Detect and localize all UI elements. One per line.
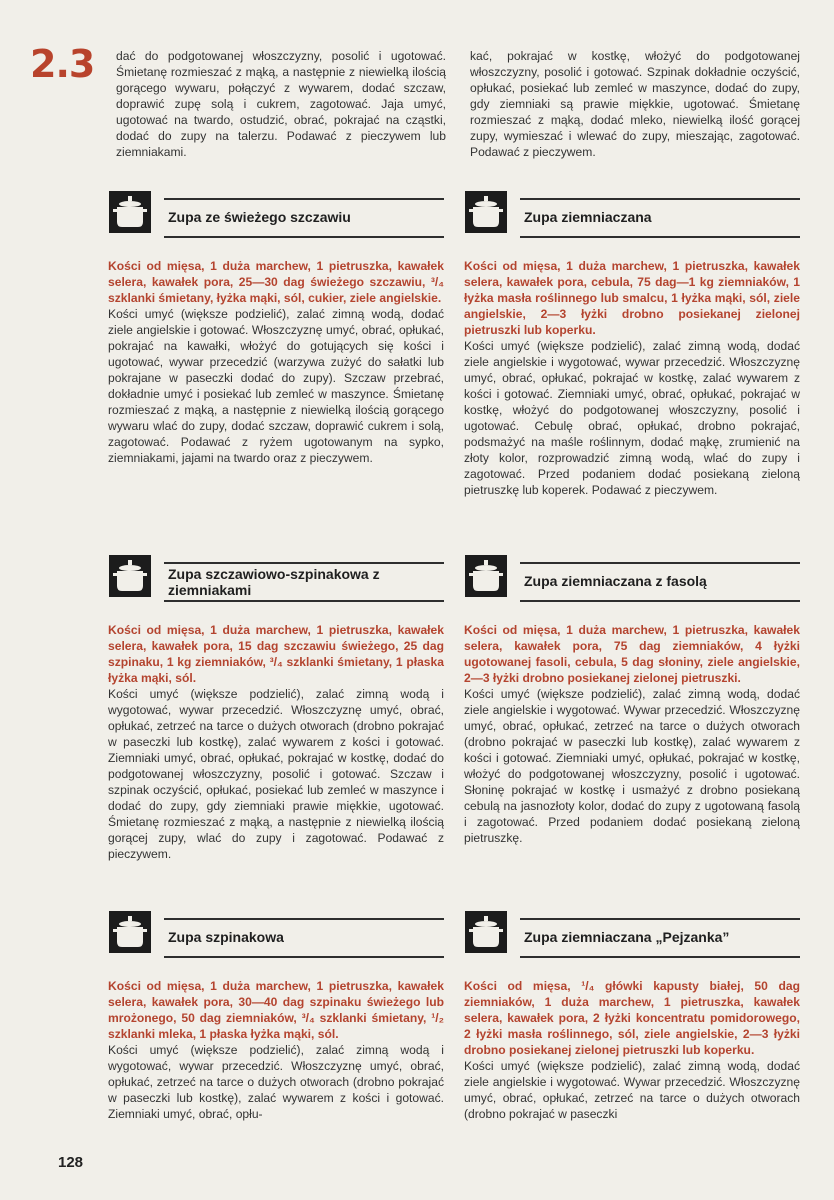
recipe-method: Kości umyć (większe podzielić), zalać zimną wodą i wygotować, wywar przecedzić. Włoszczyznę umyć, obrać, opłukać, zetrzeć na tarce o dużych otworach (drobno pokrajać w paseczki lub kostkę), zalać wywarem z kości i gotować. Ziemniaki umyć, obrać, opłukać, pokrajać w kostkę, dodać do podgotowanej włoszczyzny, posolić i gotować. Szczaw i szpinak oczyścić, opłukać, posiekać lub zemleć w maszynce i dodać do zupy, gdy ziemniaki prawie miękkie, ugotować. Śmietanę rozmieszać z mąką, a następnie z niewielką ilością gorącej zupy, wlać do zupy i zagotować. Podawać z pieczywem.: [108, 687, 444, 861]
header-rule-bottom: [520, 600, 800, 602]
recipe-title: Zupa szpinakowa: [168, 929, 284, 945]
recipe-szpinakowa: [108, 906, 444, 1122]
pot-icon: [464, 910, 508, 954]
right-intro-block: [470, 48, 800, 160]
header-rule-top: [520, 562, 800, 564]
recipe-header: [464, 550, 800, 610]
pot-icon: [108, 554, 152, 598]
right-intro-text: kać, pokrajać w kostkę, włożyć do podgotowanej włoszczyzny, posolić i gotować. Szpinak dokładnie oczyścić, opłukać, posiekać lub zemleć w maszynce, dodać do zupy, gdy ziemniaki są prawie miękkie, ugotować. Śmietanę rozmieszać z mąką, dodać mleko, niewielką ilość gorącej zupy, wymieszać i wlewać do zupy, mieszając, zagotować. Podawać z pieczywem.: [470, 49, 800, 159]
recipe-method: Kości umyć (większe podzielić), zalać zimną wodą, dodać ziele angielskie i gotować. Włoszczyznę umyć, obrać, opłukać, pokrajać na kawałki, włożyć do gotujących się kości i ugotować, wywar przecedzić (warzywa zużyć do sałatki lub pokrajane w paseczki dodać do zupy). Szczaw przebrać, dokładnie umyć i posiekać lub zemleć w maszynce. Śmietanę rozmieszać z mąką, a następnie z niewielką ilością gorącego wywaru wlać do zupy, dodać szczaw, doprawić cukrem i solą, zagotować. Podawać z ryżem ugotowanym na sypko, ziemniakami, jajami na twardo oraz z pieczywem.: [108, 307, 444, 465]
recipe-title: Zupa ziemniaczana „Pejzanka”: [524, 929, 730, 945]
recipe-ingredients: Kości od mięsa, 1 duża marchew, 1 pietruszka, kawałek selera, kawałek pora, cebula, 75 dag—1 kg ziemniaków, 1 łyżka masła roślinnego lub smalcu, 1 łyżka mąki, sól, ziele angielskie, 2—3 łyżki drobno posiekanej zielonej pietruszki lub koperku.: [464, 259, 800, 337]
recipe-method: Kości umyć (większe podzielić), zalać zimną wodą, dodać ziele angielskie i wygotować, wywar przecedzić. Włoszczyznę umyć, obrać, opłukać, pokrajać w kostkę, zalać wywarem z kości i gotować. Ziemniaki umyć, obrać, opłukać, pokrajać w kostkę, włożyć do podgotowanej włoszczyzny, posolić i ugotować. Cebulę obrać, opłukać, drobno pokrajać, podsmażyć na maśle roślinnym, dodać mąkę, zrumienić na złoty kolor, rozprowadzić zimną wodą, wlać do zupy i zagotować. Przed podaniem dodać posiekaną zieloną pietruszkę lub koperek. Podawać z pieczywem.: [464, 339, 800, 497]
recipe-ziemniaczana: [464, 186, 800, 498]
section-number: 2.3: [30, 42, 95, 86]
pot-icon: [108, 910, 152, 954]
recipe-header: [464, 906, 800, 966]
header-rule-bottom: [164, 236, 444, 238]
header-rule-bottom: [164, 956, 444, 958]
pot-icon: [464, 190, 508, 234]
pot-icon: [464, 554, 508, 598]
header-rule-top: [164, 198, 444, 200]
header-rule-top: [520, 918, 800, 920]
pot-icon: [108, 190, 152, 234]
header-rule-top: [164, 918, 444, 920]
recipe-method: Kości umyć (większe podzielić), zalać zimną wodą i wygotować, wywar przecedzić. Włoszczyznę umyć, obrać, opłukać, zetrzeć na tarce o dużych otworach (drobno pokrajać w paseczki lub kostkę), zalać wywarem z kości i gotować. Ziemniaki umyć, obrać, opłu-: [108, 1043, 444, 1121]
recipe-ingredients: Kości od mięsa, 1 duża marchew, 1 pietruszka, kawałek selera, kawałek pora, 75 dag ziemniaków, 4 łyżki ugotowanej fasoli, cebula, 5 dag słoniny, ziele angielskie, 2—3 łyżki drobno posiekanej zielonej pietruszki.: [464, 623, 800, 685]
recipe-title: Zupa ze świeżego szczawiu: [168, 209, 351, 225]
recipe-header: [108, 186, 444, 246]
left-intro-block: [116, 48, 446, 160]
recipe-header: [108, 906, 444, 966]
header-rule-bottom: [520, 956, 800, 958]
recipe-ziemniaczana-z-fasola: [464, 550, 800, 846]
recipe-method: Kości umyć (większe podzielić), zalać zimną wodą, dodać ziele angielskie i wygotować. Wywar przecedzić. Włoszczyznę umyć, obrać, opłukać, zetrzeć na tarce o dużych otworach (drobno pokrajać w paseczki: [464, 1059, 800, 1121]
recipe-ingredients: Kości od mięsa, 1 duża marchew, 1 pietruszka, kawałek selera, kawałek pora, 30—40 dag szpinaku świeżego lub mrożonego, 50 dag ziemniaków, ³/₄ szklanki śmietany, ¹/₂ szklanki mleka, 1 płaska łyżka mąki, sól.: [108, 979, 444, 1041]
recipe-header: [108, 550, 444, 610]
header-rule-bottom: [520, 236, 800, 238]
recipe-title: Zupa ziemniaczana: [524, 209, 652, 225]
recipe-pejzanka: [464, 906, 800, 1122]
left-intro-text: dać do podgotowanej włoszczyzny, posolić i ugotować. Śmietanę rozmieszać z mąką, a następnie z niewielką ilością gorącego wywaru, połączyć z wywarem, dodać szczaw, doprawić zupę solą i cukrem, zagotować. Jaja umyć, ugotować na twardo, ostudzić, obrać, pokrajać na cząstki, dodać do zupy na talerzu. Podawać z pieczywem lub ziemniakami.: [116, 49, 446, 159]
recipe-ingredients: Kości od mięsa, 1 duża marchew, 1 pietruszka, kawałek selera, kawałek pora, 25—30 dag świeżego szczawiu, ³/₄ szklanki śmietany, łyżka mąki, sól, cukier, ziele angielskie.: [108, 259, 444, 305]
recipe-header: [464, 186, 800, 246]
page-number: 128: [58, 1154, 84, 1171]
recipe-szczaw: [108, 186, 444, 466]
recipe-method: Kości umyć (większe podzielić), zalać zimną wodą, dodać ziele angielskie i wygotować. Wywar przecedzić. Włoszczyznę umyć, obrać, opłukać, zetrzeć na tarce o dużych otworach (drobno pokrajać w paseczki lub kostkę), zalać wywarem z kości i gotować. Ziemniaki umyć, opłukać, pokrajać w kostkę, włożyć do podgotowanej włoszczyzny, posolić i ugotować. Słoninę pokrajać w kostkę i usmażyć z drobno posiekaną cebulą na jasnozłoty kolor, dodać do zupy z ugotowaną fasolą i zagotować. Przed podaniem dodać posiekaną zieloną pietruszkę.: [464, 687, 800, 845]
recipe-title: Zupa ziemniaczana z fasolą: [524, 573, 707, 589]
recipe-szczawiowo-szpinakowa: [108, 550, 444, 862]
recipe-title: Zupa szczawiowo-szpinakowa z ziemniakami: [168, 566, 380, 598]
recipe-ingredients: Kości od mięsa, ¹/₄ główki kapusty białej, 50 dag ziemniaków, 1 duża marchew, 1 pietruszka, kawałek selera, kawałek pora, 2 łyżki koncentratu pomidorowego, 2 łyżki masła roślinnego, sól, ziele angielskie, 2—3 łyżki drobno posiekanej zielonej pietruszki lub koperku.: [464, 979, 800, 1057]
header-rule-top: [520, 198, 800, 200]
header-rule-top: [164, 562, 444, 564]
header-rule-bottom: [164, 600, 444, 602]
recipe-ingredients: Kości od mięsa, 1 duża marchew, 1 pietruszka, kawałek selera, kawałek pora, 15 dag szczawiu świeżego, 25 dag szpinaku, 1 kg ziemniaków, ³/₄ szklanki śmietany, 1 płaska łyżka mąki, sól.: [108, 623, 444, 685]
